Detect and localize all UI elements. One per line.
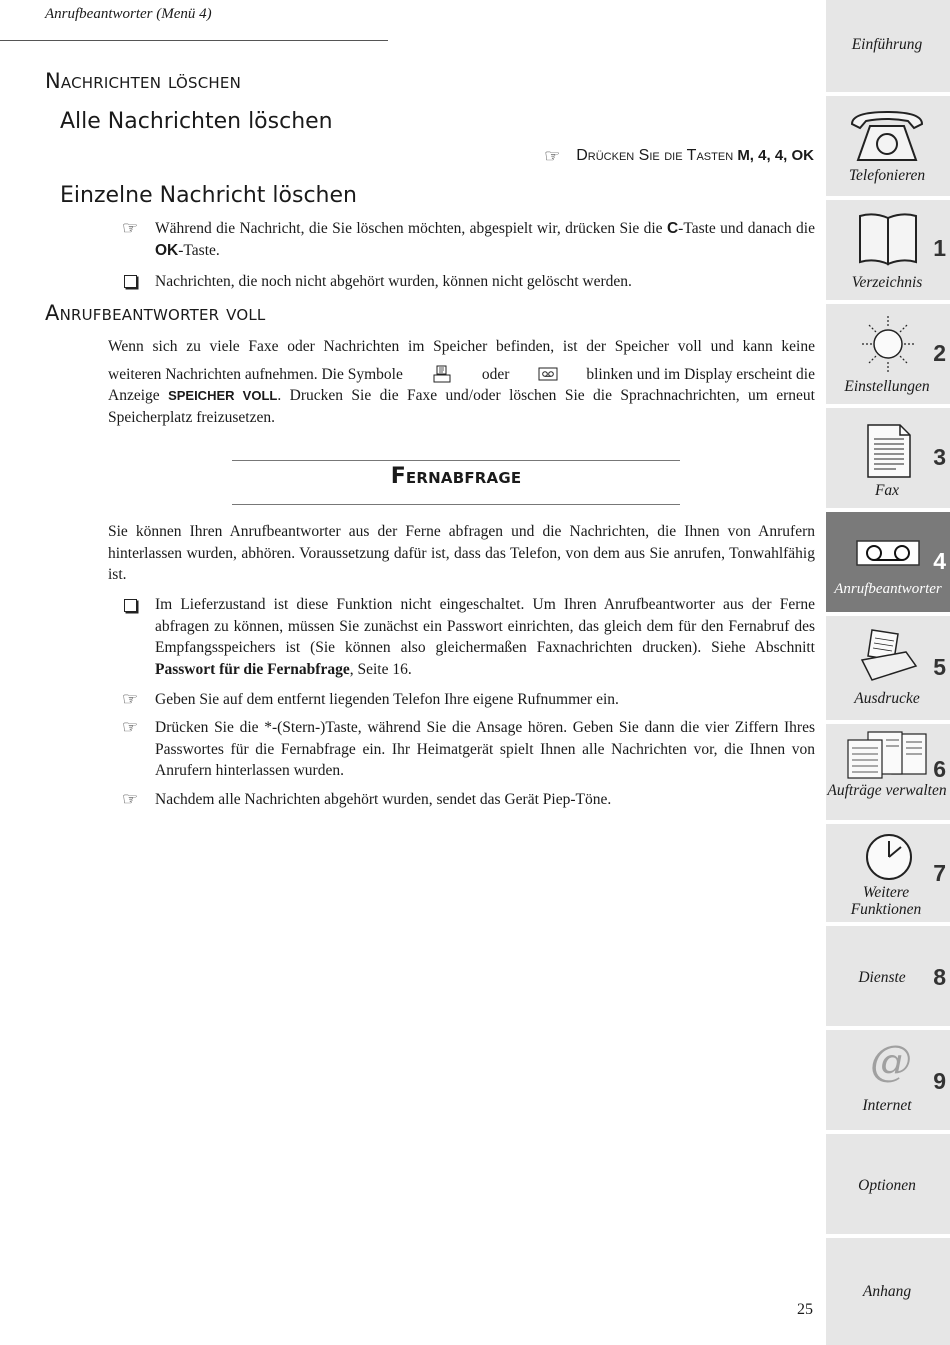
- tab-dienste[interactable]: [826, 926, 950, 1026]
- section-rule-bottom: [232, 504, 680, 505]
- instruction-delete-all: [544, 147, 814, 165]
- tab-label: Optionen: [858, 1177, 916, 1194]
- step-text: Während die Nachricht, die Sie löschen möchten, abgespielt wir, drücken Sie die: [155, 220, 667, 237]
- header-rule: [0, 40, 388, 41]
- tab-anrufbeantworter[interactable]: [826, 512, 950, 612]
- cassette-icon: [538, 367, 558, 381]
- document-icon: [866, 423, 912, 479]
- key-c: C: [666, 220, 679, 237]
- tab-anhang[interactable]: [826, 1238, 950, 1345]
- note-delete-single: Nachrichten, die noch nicht abgehört wurden, können nicht gelöscht werden.: [155, 273, 632, 290]
- pointing-hand-icon: ☞: [122, 789, 139, 809]
- paragraph-text: . Drucken Sie die Faxe und/oder löschen Sie die Sprachnachrichten, um erneut: [277, 387, 815, 404]
- section-title-remote: Fernabfrage: [390, 464, 522, 489]
- tab-internet[interactable]: [826, 1030, 950, 1130]
- paragraph-text: Anzeige: [108, 387, 169, 404]
- tab-number: 2: [933, 340, 946, 366]
- running-header: Anrufbeantworter (Menü 4): [45, 6, 212, 22]
- paragraph-line: Wenn sich zu viele Faxe oder Nachrichten im Speicher befinden, ist der Speicher voll und kann keine: [108, 338, 815, 355]
- chapter-sidebar: [826, 0, 950, 1345]
- tab-weitere-funktionen[interactable]: [826, 824, 950, 922]
- tab-auftraege-verwalten[interactable]: [826, 724, 950, 820]
- tab-label: Internet: [862, 1097, 912, 1114]
- tab-number: 9: [933, 1068, 946, 1094]
- note-remote: [155, 594, 815, 680]
- note-text: , Seite 16.: [349, 660, 412, 678]
- pointing-hand-icon: ☞: [122, 689, 139, 709]
- tab-label: Dienste: [858, 969, 906, 986]
- step-text: -Taste und danach die: [678, 220, 815, 237]
- cassette-icon: [856, 540, 920, 566]
- paragraph-text: oder: [481, 365, 510, 383]
- subsection-title-delete-single: Einzelne Nachricht löschen: [60, 183, 357, 208]
- instruction-text: Drücken Sie die Tasten: [576, 147, 734, 164]
- note-text: Im Lieferzustand ist diese Funktion nicht eingeschaltet. Um Ihren Anrufbeantworter aus der Ferne abfragen zu können, müssen Sie zunächst ein Passwort einrichten, das gleich dem für den Fernabruf des Empfangsspeichers ist (Sie können also gleichermaßen Faxnachrichten drucken). Siehe Abschnitt: [155, 596, 815, 656]
- clock-icon: [864, 832, 914, 882]
- paragraph-line: [108, 385, 815, 407]
- pointing-hand-icon: ☞: [122, 218, 139, 238]
- key-ok: OK: [155, 241, 179, 259]
- instruction-keys: M, 4, 4, OK: [737, 147, 814, 164]
- tab-optionen[interactable]: [826, 1134, 950, 1234]
- tab-verzeichnis[interactable]: [826, 200, 950, 300]
- paragraph-text: blinken und im Display erscheint die: [586, 365, 815, 383]
- paragraph-remote-intro: Sie können Ihren Anrufbeantworter aus der Ferne abfragen und die Nachrichten, die Ihnen von Anrufern hinterlassen wurden, abhören. Voraussetzung dafür ist, dass das Telefon, von dem aus Sie anrufen, Tonwahlfähig ist.: [108, 523, 815, 583]
- step-remote-3: Nachdem alle Nachrichten abgehört wurden, sendet das Gerät Piep-Töne.: [155, 791, 612, 808]
- tab-number: 7: [933, 860, 946, 886]
- tab-label: Anhang: [862, 1283, 912, 1300]
- tab-label: Einstellungen: [844, 378, 930, 395]
- checkbox-icon: [124, 275, 137, 288]
- printer-icon: [858, 626, 920, 684]
- sun-icon: [860, 312, 916, 372]
- at-icon: @: [870, 1036, 912, 1085]
- documents-icon: [846, 730, 930, 780]
- subsection-title-delete-all: Alle Nachrichten löschen: [60, 109, 333, 134]
- section-rule-top: [232, 460, 680, 461]
- tab-fax[interactable]: [826, 408, 950, 508]
- pointing-hand-icon: ☞: [544, 146, 561, 167]
- section-title-full: Anrufbeantworter voll: [45, 301, 266, 325]
- tab-label: Verzeichnis: [851, 274, 923, 291]
- tab-label: Anrufbeantworter: [834, 581, 942, 597]
- fax-printer-icon: [431, 364, 453, 384]
- display-message: SPEICHER VOLL: [168, 388, 278, 403]
- step-remote-2: Drücken Sie die *-(Stern-)Taste, während Sie die Ansage hören. Geben Sie dann die vier Ziffern Ihres Passwortes für die Fernabfrage ein. Ihr Heimatgerät spielt Ihnen alle Nachrichten vor, die Ihnen von Anrufern hinterlassen wurden.: [155, 719, 815, 779]
- section-title-delete: Nachrichten löschen: [45, 69, 241, 93]
- tab-label: Einführung: [851, 36, 923, 53]
- paragraph-text: weiteren Nachrichten aufnehmen. Die Symbole: [108, 365, 403, 383]
- tab-label: Telefonieren: [848, 167, 926, 184]
- checkbox-icon: [124, 599, 137, 612]
- telephone-icon: [846, 104, 928, 166]
- cross-reference-link[interactable]: Passwort für die Fernabfrage: [155, 660, 350, 678]
- tab-einstellungen[interactable]: [826, 304, 950, 404]
- tab-number: 8: [933, 964, 946, 990]
- book-icon: [856, 210, 920, 268]
- tab-number: 6: [933, 756, 946, 782]
- paragraph-full: [108, 336, 815, 428]
- paragraph-line: [108, 364, 815, 386]
- tab-number: 3: [933, 444, 946, 470]
- tab-label: Fax: [874, 482, 900, 499]
- tab-telefonieren[interactable]: [826, 96, 950, 196]
- pointing-hand-icon: ☞: [122, 717, 139, 737]
- page-number: 25: [797, 1301, 813, 1318]
- tab-number: 5: [933, 654, 946, 680]
- paragraph-line: Speicherplatz freizusetzen.: [108, 408, 275, 426]
- tab-label: Weitere Funktionen: [850, 884, 922, 918]
- step-delete-single: [155, 218, 815, 261]
- tab-einfuehrung[interactable]: [826, 0, 950, 92]
- step-remote-1: Geben Sie auf dem entfernt liegenden Telefon Ihre eigene Rufnummer ein.: [155, 691, 619, 708]
- step-text: -Taste.: [178, 241, 220, 259]
- tab-number: 1: [933, 235, 946, 261]
- tab-label: Aufträge verwalten: [827, 782, 947, 799]
- tab-ausdrucke[interactable]: [826, 616, 950, 720]
- tab-number: 4: [933, 548, 946, 574]
- tab-label: Ausdrucke: [854, 690, 920, 707]
